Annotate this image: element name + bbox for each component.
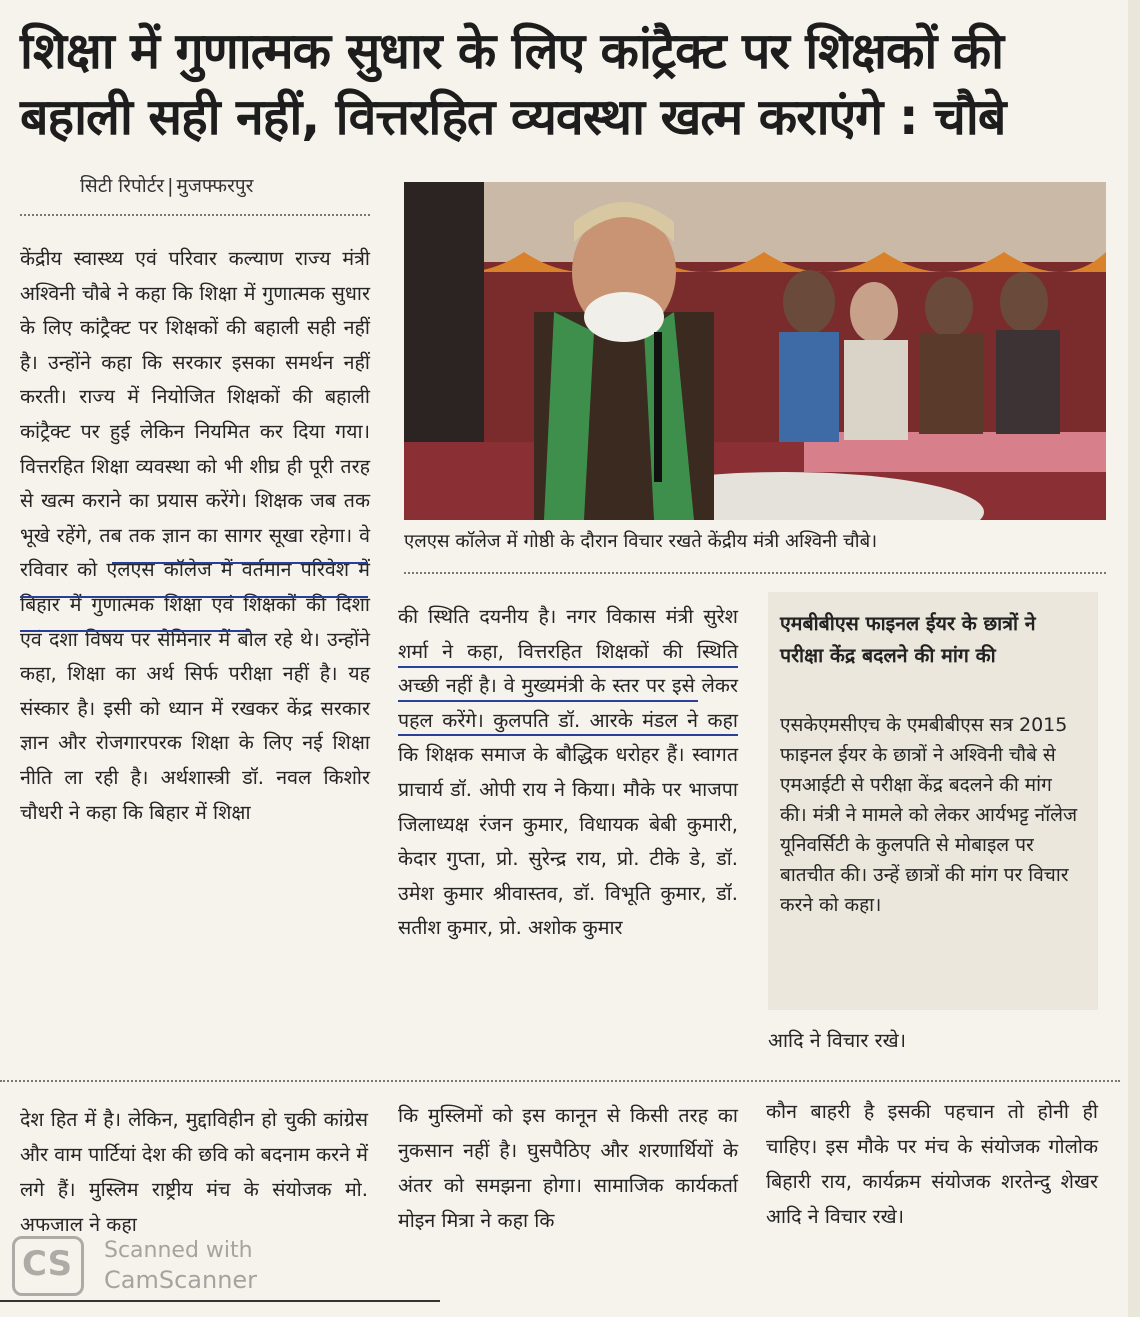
watermark-line-1: Scanned with [104, 1238, 253, 1263]
sidebar-box [768, 592, 1098, 1010]
byline-city: मुजफ्फरपुर [176, 175, 254, 197]
photo-illustration [404, 182, 1106, 520]
pen-underline-4 [398, 666, 738, 668]
section-divider [0, 1080, 1120, 1082]
sidebar-box-body: एसकेएमसीएच के एमबीबीएस सत्र 2015 फाइनल ईयर के छात्रों ने अश्विनी चौबे से एमआईटी से परीक्षा केंद्र बदलने की मांग की। मंत्री ने मामले को लेकर आर्यभट्ट नॉलेज यूनिवर्सिटी के कुलपति से मोबाइल पर बातचीत की। उन्हें छात्रों की मांग पर विचार करने को कहा। [780, 714, 1078, 916]
byline-reporter: सिटी रिपोर्टर [80, 175, 165, 197]
pen-underline-1 [112, 562, 368, 564]
sidebar-closing-text: आदि ने विचार रखे। [768, 1029, 907, 1052]
pen-underline-5 [398, 700, 698, 702]
caption-divider [404, 572, 1106, 574]
sidebar-box-title: एमबीबीएस फाइनल ईयर के छात्रों ने परीक्षा केंद्र बदलने की मांग की [780, 612, 1036, 667]
pen-underline-6 [398, 734, 738, 736]
photo-caption: एलएस कॉलेज में गोष्ठी के दौरान विचार रखते केंद्रीय मंत्री अश्विनी चौबे। [404, 531, 878, 552]
article-photo [404, 182, 1106, 520]
camscanner-watermark [12, 1236, 312, 1296]
watermark-line-2: CamScanner [104, 1266, 258, 1294]
lower-column-2: कि मुस्लिमों को इस कानून से किसी तरह का नुकसान नहीं है। घुसपैठिए और शरणार्थियों के अंतर को समझना होगा। सामाजिक कार्यकर्ता मोइन मित्रा ने कहा कि [398, 1104, 738, 1232]
article-column-1: केंद्रीय स्वास्थ्य एवं परिवार कल्याण राज्य मंत्री अश्विनी चौबे ने कहा कि शिक्षा में गुणात्मक सुधार के लिए कांट्रैक्ट पर शिक्षकों की बहाली सही नहीं है। उन्होंने कहा कि सरकार इसका समर्थन नहीं करती। राज्य में नियोजित शिक्षकों की बहाली कांट्रैक्ट पर हुई लेकिन नियमित कर दिया गया। वित्तरहित शिक्षा व्यवस्था को भी शीघ्र ही पूरी तरह से खत्म कराने का प्रयास करेंगे। शिक्षक जब तक भूखे रहेंगे, तब तक ज्ञान का सागर सूखा रहेगा। वे रविवार को एलएस कॉलेज में वर्तमान परिवेश में बिहार में गुणात्मक शिक्षा एवं शिक्षकों की दिशा एवं दशा विषय पर सेमिनार में बोल रहे थे। उन्होंने कहा, शिक्षा का अर्थ सिर्फ परीक्षा नहीं है। यह संस्कार है। इसी को ध्यान में रखकर केंद्र सरकार ज्ञान और रोजगारपरक शिक्षा के लिए नई शिक्षा नीति ला रही है। अर्थशास्त्री डॉ. नवल किशोर चौधरी ने कहा कि बिहार में शिक्षा [20, 247, 370, 824]
pen-underline-3 [20, 630, 250, 632]
article-column-2: की स्थिति दयनीय है। नगर विकास मंत्री सुरेश शर्मा ने कहा, वित्तरहित शिक्षकों की स्थिति अच्छी नहीं है। वे मुख्यमंत्री के स्तर पर इसे लेकर पहल करेंगे। कुलपति डॉ. आरके मंडल ने कहा कि शिक्षक समाज के बौद्धिक धरोहर हैं। स्वागत प्राचार्य डॉ. ओपी राय ने किया। मौके पर भाजपा जिलाध्यक्ष रंजन कुमार, विधायक बेबी कुमारी, केदार गुप्ता, प्रो. सुरेन्द्र राय, प्रो. टीके डे, डॉ. उमेश कुमार श्रीवास्तव, डॉ. विभूति कुमार, डॉ. सतीश कुमार, प्रो. अशोक कुमार [398, 605, 738, 940]
byline-divider [20, 214, 370, 216]
camscanner-logo-text: CS [22, 1244, 73, 1284]
lower-column-1: देश हित में है। लेकिन, मुद्दाविहीन हो चुकी कांग्रेस और वाम पार्टियां देश की छवि को बदनाम करने में लगे हैं। मुस्लिम राष्ट्रीय मंच के संयोजक मो. अफजाल ने कहा [20, 1108, 368, 1236]
bottom-divider [0, 1300, 440, 1302]
byline [80, 172, 253, 198]
headline: शिक्षा में गुणात्मक सुधार के लिए कांट्रैक्ट पर शिक्षकों की बहाली सही नहीं, वित्तरहित व्यवस्था खत्म कराएंगे : चौबे [20, 22, 1006, 146]
pen-underline-2 [20, 596, 368, 598]
lower-column-3: कौन बाहरी है इसकी पहचान तो होनी ही चाहिए। इस मौके पर मंच के संयोजक गोलोक बिहारी राय, कार्यक्रम संयोजक शरतेन्दु शेखर आदि ने विचार रखे। [766, 1100, 1098, 1228]
page-edge [1128, 0, 1140, 1317]
byline-separator: | [167, 175, 174, 197]
